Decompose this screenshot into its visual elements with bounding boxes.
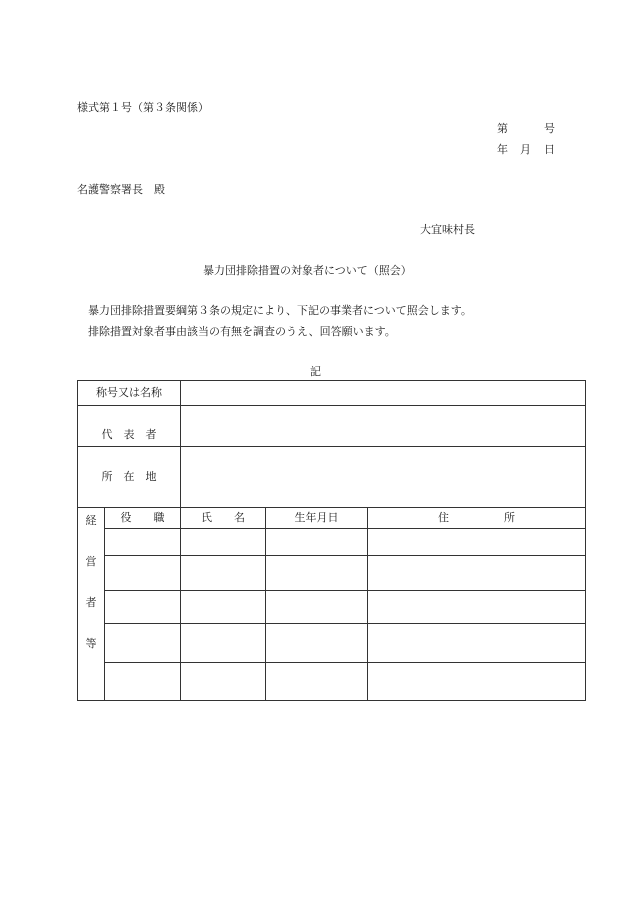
birthdate-cell[interactable] xyxy=(266,556,368,591)
address-cell[interactable] xyxy=(368,663,586,701)
table-row xyxy=(78,381,586,406)
name-cell[interactable] xyxy=(181,556,266,591)
table-row xyxy=(78,556,586,591)
header-position: 役 職 xyxy=(105,508,181,529)
birthdate-cell[interactable] xyxy=(266,529,368,556)
address-value-cell[interactable] xyxy=(181,447,586,508)
document-title: 暴力団排除措置の対象者について（照会） xyxy=(203,264,412,277)
name-cell[interactable] xyxy=(181,663,266,701)
address-cell[interactable] xyxy=(368,529,586,556)
header-address: 住 所 xyxy=(368,508,586,529)
form-number: 様式第１号（第３条関係） xyxy=(77,101,209,114)
address-cell[interactable] xyxy=(368,624,586,663)
position-cell[interactable] xyxy=(105,663,181,701)
representative-value-cell[interactable] xyxy=(181,406,586,447)
header-name: 氏 名 xyxy=(181,508,266,529)
position-cell[interactable] xyxy=(105,556,181,591)
side-char: 者 xyxy=(85,596,97,609)
addressee: 名護警察署長 殿 xyxy=(77,183,165,196)
date-day: 日 xyxy=(544,143,555,156)
management-side-label xyxy=(78,508,105,701)
table-row xyxy=(78,663,586,701)
body-line-1: 暴力団排除措置要綱第３条の規定により、下記の事業者について照会します。 xyxy=(88,304,472,317)
name-cell[interactable] xyxy=(181,591,266,624)
doc-number-suffix: 号 xyxy=(544,122,555,135)
date-year: 年 xyxy=(497,143,508,156)
table-row xyxy=(78,508,586,529)
name-value-cell[interactable] xyxy=(181,381,586,406)
table-row xyxy=(78,591,586,624)
birthdate-cell[interactable] xyxy=(266,663,368,701)
name-cell[interactable] xyxy=(181,624,266,663)
table-row xyxy=(78,529,586,556)
inquiry-table xyxy=(77,380,586,701)
position-cell[interactable] xyxy=(105,591,181,624)
address-cell[interactable] xyxy=(368,556,586,591)
side-char: 等 xyxy=(85,637,97,650)
table-row xyxy=(78,406,586,447)
doc-number-prefix: 第 xyxy=(497,122,508,135)
side-char: 営 xyxy=(85,555,97,568)
address-label: 所 在 地 xyxy=(78,447,181,508)
side-char: 経 xyxy=(85,514,97,527)
representative-label: 代 表 者 xyxy=(78,406,181,447)
birthdate-cell[interactable] xyxy=(266,624,368,663)
header-birthdate: 生年月日 xyxy=(266,508,368,529)
date-month: 月 xyxy=(520,143,531,156)
ki-heading: 記 xyxy=(310,365,321,378)
birthdate-cell[interactable] xyxy=(266,591,368,624)
body-line-2: 排除措置対象者事由該当の有無を調査のうえ、回答願います。 xyxy=(88,325,396,338)
position-cell[interactable] xyxy=(105,624,181,663)
name-label: 称号又は名称 xyxy=(78,381,181,406)
table-row xyxy=(78,624,586,663)
position-cell[interactable] xyxy=(105,529,181,556)
address-cell[interactable] xyxy=(368,591,586,624)
name-cell[interactable] xyxy=(181,529,266,556)
table-row xyxy=(78,447,586,508)
sender: 大宜味村長 xyxy=(420,223,475,236)
